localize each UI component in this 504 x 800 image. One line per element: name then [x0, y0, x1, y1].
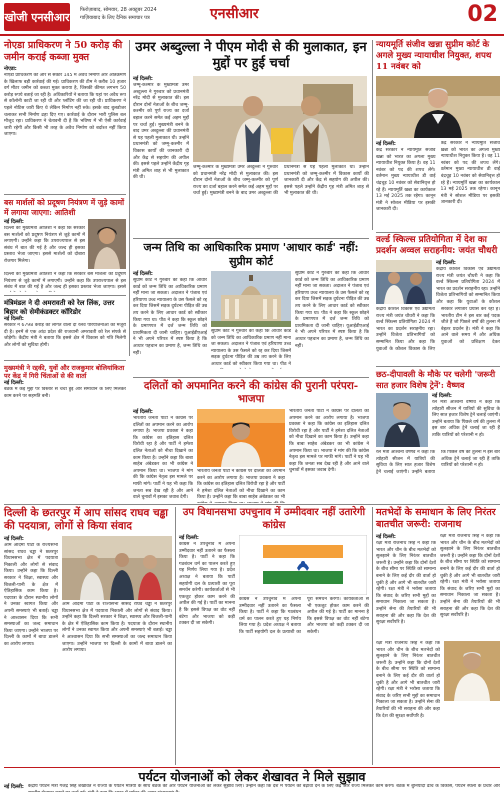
body-sanjiv-col1: केंद्र सरकार ने न्यायमूर्ति संजीव खन्ना को भारत का अगला मुख्य न्यायाधीश नियुक्त किया है। वह 11 नवंबर को पद की शपथ लेंगे। वर्तमान मुख्य न्यायाधीश डी वाई चंद्रचूड़ 10 नवंबर को सेवानिवृत्त हो रहे हैं। न्यायमूर्ति खन्ना का कार्यकाल 13 मई 2025 तक रहेगा। कानून मंत्री ने सोशल मीडिया पर इसकी जानकारी दी। [376, 148, 436, 213]
divider [4, 360, 126, 361]
lead-story-omar [133, 40, 369, 236]
bjp-spokesperson-photo [197, 409, 285, 467]
headline-tourism: पर्यटन योजनाओं को लेकर शेखावत ने मिले सुझाव [138, 769, 366, 784]
byline-dalit: नई दिल्ली: [133, 409, 153, 415]
body-rajnath-col1: रक्षा मंत्री राजनाथ सिंह ने कहा कि भारत और चीन के बीच मतभेदों को सुलझाने के लिए निरंतर बातचीत जरूरी है। उन्होंने कहा कि दोनों देशों के बीच सीमा पर स्थिति को सामान्य बनाने के लिए कई दौर की वार्ता हो चुकी है और आगे भी बातचीत जारी रहेगी। रक्षा मंत्री ने भरोसा जताया कि संवाद के जरिए सभी मुद्दों का समाधान निकाला जा सकता है। उन्होंने सेना की तैयारियों की भी सराहना की और कहा कि देश की सुरक्षा सर्वोपरि है। [376, 541, 436, 626]
newspaper-logo: खोजी एनसीआर [4, 3, 70, 31]
body-dalit-col1: भारतीय जनता पार्टी ने कांग्रेस पर दलितों का अपमान करने का आरोप लगाया है। भाजपा प्रवक्ता ने कहा कि कांग्रेस का इतिहास दलित विरोधी रहा है और पार्टी ने हमेशा दलित नेताओं को नीचा दिखाने का काम किया है। उन्होंने कहा कि बाबा साहेब अंबेडकर का भी कांग्रेस ने अपमान किया था। भाजपा ने मांग की कि कांग्रेस नेतृत्व इस मामले पर माफी मांगे। पार्टी ने यह भी कहा कि जनता सब देख रही है और आने वाले चुनावों में इसका जवाब देगी। [133, 416, 193, 501]
section-rule [376, 366, 500, 367]
body-tourism: केंद्रीय पर्यटन मंत्री गजेंद्र सिंह शेखावत ने राज्यों के पर्यटन मंत्रियों के साथ बैठक की और पर्यटन योजनाओं को लेकर सुझाव लिए। उन्होंने कहा कि देश में पर्यटन को बढ़ावा देने के लिए केंद्र और राज्य मिलकर काम करेंगे। बैठक में बुनियादी ढांचे के विकास, पर्यटन स्थलों के प्रचार और [27, 784, 500, 789]
column-rule [175, 507, 176, 765]
divider [4, 194, 126, 195]
headline-cabinet: मंत्रिमंडल ने दी अमरावती को रेल लिंक, उत्तर बिहार को सेमीकंडक्टर कॉरिडोर [4, 299, 115, 316]
body-bus-cont: दिल्ली की मुख्यमंत्री आतिशी ने कहा कि सरकार बस मार्शलों को प्रदूषण नियंत्रण से जुड़े कामों में लगाएगी। उन्होंने कहा कि उपराज्यपाल से इस संबंध में बात की गई है और जल्द ही इसका प्रस्ताव भेजा जाएगा। इससे [4, 272, 126, 291]
body-bus: दिल्ली की मुख्यमंत्री आतिशी ने कहा कि सरकार बस मार्शलों को प्रदूषण नियंत्रण से जुड़े कामों में लगाएगी। उन्होंने कहा कि उपराज्यपाल से इस संबंध में बात की गई है और जल्द ही इसका प्रस्ताव भेजा जाएगा। इससे मार्शलों को दोबारा रोजगार मिलेगा। [4, 226, 85, 264]
headline-world-skills: वर्ल्ड स्किल्स प्रतियोगिता में देश का प्रदर्शन अव्वल सराहनीय: जयंत चौधरी [376, 235, 498, 256]
congress-flag-photo [239, 535, 367, 595]
atishi-photo [88, 219, 126, 269]
body-manipur: बैठक में कई मुद्दों पर विस्तार से चर्चा हुई और समाधान के लिए मिलकर काम करने पर सहमति बनी। [4, 387, 126, 399]
headline-noida: नोएडा प्राधिकरण ने 50 करोड़ की जमीन कराई कब्जा मुक्त [4, 40, 123, 63]
byline-uttarakhand: नई दिल्ली: [179, 535, 199, 541]
column-rule [372, 507, 373, 765]
body-world-skills-col1: केंद्रीय कौशल विकास एवं उद्यमिता राज्य मंत्री जयंत चौधरी ने कहा कि वर्ल्ड स्किल्स प्रतियोगिता 2024 में भारत का प्रदर्शन सराहनीय रहा। उन्होंने विजेता प्रतिभागियों को सम्मानित किया और कहा कि युवाओं के कौशल [436, 267, 500, 305]
masthead [0, 0, 504, 36]
bottom-section-rule [4, 767, 500, 768]
jayant-chaudhary-photo [376, 260, 432, 304]
headline-omar: उमर अब्दुल्ला ने पीएम मोदी से की मुलाकात, इन मुद्दों पर हुई चर्चा [135, 40, 367, 71]
section-rule [4, 504, 500, 505]
byline-sanjiv: नई दिल्ली: [376, 141, 396, 147]
rajnath-photo [444, 641, 500, 701]
byline-tourism: नई दिल्ली: [4, 784, 24, 790]
headline-aadhaar: जन्म तिथि का आधिकारिक प्रमाण 'आधार कार्ड' नहीं: सुप्रीम कोर्ट [143, 241, 359, 268]
body-noida: नोएडा प्राधिकरण की ओर से सेक्टर 145 में अवैध निर्माण और अतिक्रमण के खिलाफ बड़ी कार्रवाई की गई। प्राधिकरण की टीम ने करीब 10 हजार वर्ग मीटर जमीन को कब्जा मुक्त कराया है, जिसकी कीमत लगभग 50 करोड़ रुपये बताई जा रही है। अधिकारियों ने बताया कि यहां पर अवैध रूप से कॉलोनी काटी जा रही थी और प्लॉटिंग की जा रही थी। प्राधिकरण ने पहले नोटिस जारी किए थे लेकिन निर्माण नहीं रुके। इसके बाद बुलडोजर चलाकर सभी निर्माण ढहा दिए गए। कार्रवाई के दौरान भारी पुलिस बल मौजूद रहा। प्राधिकरण ने चेतावनी दी है कि भविष्य में भी ऐसी कार्रवाई जारी रहेगी और किसी भी तरह के अवैध निर्माण को बर्दाश्त नहीं किया जाएगा। [4, 73, 126, 138]
supreme-court-photo [211, 271, 291, 327]
headline-bus-marshal: बस मार्शलों को प्रदूषण नियंत्रण में जुड़े कामों में लगाया जाएगा: आतिशी [4, 198, 125, 217]
headline-rajnath: मतभेदों के समाधान के लिए निरंतर बातचीत जरूरी: राजनाथ [376, 507, 496, 530]
byline-world-skills: नई दिल्ली: [436, 260, 456, 266]
byline-rajnath: नई दिल्ली: [376, 534, 396, 540]
omar-modi-photo [193, 76, 367, 162]
page-number: 02 [467, 2, 498, 27]
dateline-tagline: गाज़ियाबाद के लिए दैनिक समाचार पत्र [80, 15, 150, 21]
story-raghav-chadha [4, 507, 172, 765]
story-world-skills [376, 235, 500, 363]
column-rule [129, 40, 130, 356]
column-rule [372, 40, 373, 230]
headline-dalit: दलितों को अपमानित करने की कांग्रेस की पुरानी परंपरा-भाजपा [143, 380, 359, 405]
byline-cabinet: नई दिल्ली: [4, 316, 24, 322]
body-cabinet: सरकार ने 6798 करोड़ की लागत वाली दो रेलवे परियोजनाओं को मंजूरी दी है। इनमें से एक आंध्र प्रदेश की राजधानी अमरावती को रेल संपर्क से जोड़ेगी। केंद्रीय मंत्री ने बताया कि इससे क्षेत्र में विकास को गति मिलेगी और लोगों को सुविधा होगी। [4, 323, 126, 348]
story-uttarakhand-congress [179, 507, 369, 765]
headline-diwali: छठ-दीपावली के मौके पर चलेगी 'जरूरी सात हजार विशेष ट्रेनें': वैष्णव [376, 369, 496, 390]
byline-noida: नोएडा: [4, 66, 17, 72]
body-diwali-cols: रेल मंत्री अश्विनी वैष्णव ने कहा कि त्योहारी सीजन में यात्रियों की सुविधा के लिए सात हजार विशेष ट्रेनें चलाई जाएंगी। उन्होंने बताया कि पिछले वर्ष की तुलना में इस बार अधिक ट्रेनें चलाई जा रही हैं ताकि यात्रियों को परेशानी न हो। [376, 450, 500, 475]
body-delhi-col1: आम आदमी पार्टी के राज्यसभा सांसद राघव चड्ढा ने छतरपुर विधानसभा क्षेत्र में पदयात्रा निकाली और लोगों से संवाद किया। उन्होंने कहा कि दिल्ली सरकार ने शिक्षा, स्वास्थ्य और बिजली-पानी के क्षेत्र में ऐतिहासिक काम किया है। पदयात्रा के दौरान स्थानीय लोगों ने उनका स्वागत किया और अपनी समस्याएं भी बताईं। चड्ढा ने आश्वासन दिया कि सभी समस्याओं का जल्द समाधान किया जाएगा। उन्होंने भाजपा पर दिल्ली के कामों में बाधा डालने का आरोप लगाया। [4, 543, 58, 647]
byline-aadhaar: नई दिल्ली: [133, 271, 153, 277]
body-diwali-col1: रेल मंत्री अश्विनी वैष्णव ने कहा कि त्योहारी सीजन में यात्रियों की सुविधा के लिए सात हजार विशेष ट्रेनें चलाई जाएंगी। उन्होंने बताया कि पिछले वर्ष की तुलना में इस बार अधिक ट्रेनें चलाई जा रही हैं ताकि यात्रियों को परेशानी न हो। [432, 400, 500, 438]
section-title: एनसीआर [210, 6, 259, 22]
byline-diwali: नई दिल्ली: [432, 393, 452, 399]
body-sanjiv-col2: केंद्र सरकार ने न्यायमूर्ति संजीव खन्ना को भारत का अगला मुख्य न्यायाधीश नियुक्त किया है। वह 11 नवंबर को पद की शपथ लेंगे। वर्तमान मुख्य न्यायाधीश डी वाई चंद्रचूड़ 10 नवंबर को सेवानिवृत्त हो रहे हैं। न्यायमूर्ति खन्ना का कार्यकाल 13 मई 2025 तक रहेगा। कानून मंत्री ने सोशल मीडिया पर इसकी जानकारी दी। [440, 141, 500, 206]
body-rajnath-col2: रक्षा मंत्री राजनाथ सिंह ने कहा कि भारत और चीन के बीच मतभेदों को सुलझाने के लिए निरंतर बातचीत जरूरी है। उन्होंने कहा कि दोनों देशों के बीच सीमा पर स्थिति को सामान्य बनाने के लिए कई दौर की वार्ता हो चुकी है और आगे भी बातचीत जारी रहेगी। रक्षा मंत्री ने भरोसा जताया कि संवाद के जरिए सभी मुद्दों का समाधान निकाला जा सकता है। उन्होंने सेना की तैयारियों की भी सराहना की और कहा कि देश की सुरक्षा सर्वोपरि है। [440, 534, 500, 619]
byline-bus: नई दिल्ली: [4, 219, 24, 225]
body-uttarakhand-col1: कांग्रेस ने उपचुनाव में अपना उम्मीदवार नहीं उतारने का फैसला किया है। पार्टी ने कहा कि गठबंधन धर्म का पालन करते हुए यह निर्णय लिया गया है। प्रदेश अध्यक्ष ने बताया कि पार्टी सहयोगी दल के प्रत्याशी का पूरा समर्थन करेगी। कार्यकर्ताओं से भी एकजुट होकर काम करने की अपील की गई है। पार्टी का मानना है कि इससे विपक्ष का वोट नहीं बंटेगा और भाजपा को कड़ी टक्कर दी जा सकेगी। [179, 542, 235, 627]
headline-manipur: मुख्यमंत्री ने रद्दकी, युवों और राजकुमार बोलियांकिता पर केंद्र में गिरी चिंताओं से की वार्ता [4, 364, 125, 380]
story-aadhaar [133, 241, 369, 375]
body-delhi-col2: आम आदमी पार्टी के राज्यसभा सांसद राघव चड्ढा ने छतरपुर विधानसभा क्षेत्र में पदयात्रा निकाली और लोगों से संवाद किया। उन्होंने कहा कि दिल्ली सरकार ने शिक्षा, स्वास्थ्य और बिजली-पानी के क्षेत्र में ऐतिहासिक काम किया है। पदयात्रा के दौरान स्थानीय लोगों ने उनका स्वागत किया और अपनी समस्याएं भी बताईं। चड्ढा ने आश्वासन दिया कि सभी समस्याओं का जल्द समाधान किया जाएगा। उन्होंने भाजपा पर दिल्ली के कामों में बाधा डालने का आरोप लगाया। [62, 602, 172, 654]
byline-manipur: नई दिल्ली: [4, 380, 24, 386]
story-diwali-trains [376, 369, 500, 501]
dateline-date: फिरोज़ाबाद, सोमवार, 28 अक्टूबर 2024 [80, 7, 157, 13]
divider [4, 295, 126, 296]
dateline [80, 6, 220, 22]
vaishnaw-photo [376, 393, 428, 447]
body-rajnath-col3: रक्षा मंत्री राजनाथ सिंह ने कहा कि भारत और चीन के बीच मतभेदों को सुलझाने के लिए निरंतर बातचीत जरूरी है। उन्होंने कहा कि दोनों देशों के बीच सीमा पर स्थिति को सामान्य बनाने के लिए कई दौर की वार्ता हो चुकी है और आगे भी बातचीत जारी रहेगी। रक्षा मंत्री ने भरोसा जताया कि संवाद के जरिए सभी मुद्दों का समाधान निकाला जा सकता है। उन्होंने सेना की तैयारियों की भी सराहना की और कहा कि देश की सुरक्षा सर्वोपरि है। [376, 641, 440, 719]
headline-delhi: दिल्ली के छतरपुर में आप सांसद राघव चड्ढा की पदयात्रा, लोगों से किया संवाद [4, 507, 169, 532]
body-dalit-col2: भारतीय जनता पार्टी ने कांग्रेस पर दलितों का अपमान करने का आरोप लगाया है। भाजपा प्रवक्ता ने कहा कि कांग्रेस का इतिहास दलित विरोधी रहा है और पार्टी ने हमेशा दलित नेताओं को नीचा दिखाने का काम किया है। उन्होंने कहा कि बाबा साहेब अंबेडकर का भी [197, 469, 285, 501]
chadha-padyatra-photo [62, 536, 172, 600]
section-rule [133, 377, 369, 378]
byline-delhi: नई दिल्ली: [4, 536, 24, 542]
section-rule [133, 238, 369, 239]
body-uttarakhand-cols: कांग्रेस ने उपचुनाव में अपना उम्मीदवार नहीं उतारने का फैसला किया है। पार्टी ने कहा कि गठबंधन धर्म का पालन करते हुए यह निर्णय लिया गया है। प्रदेश अध्यक्ष ने बताया कि पार्टी सहयोगी दल के प्रत्याशी का पूरा समर्थन करेगी। कार्यकर्ताओं से भी एकजुट होकर काम करने की अपील की गई है। पार्टी का मानना है कि इससे विपक्ष का वोट नहीं बंटेगा और भाजपा को कड़ी टक्कर दी जा सकेगी। [239, 597, 369, 635]
body-world-skills-cols: केंद्रीय कौशल विकास एवं उद्यमिता राज्य मंत्री जयंत चौधरी ने कहा कि वर्ल्ड स्किल्स प्रतियोगिता 2024 में भारत का प्रदर्शन सराहनीय रहा। उन्होंने विजेता प्रतिभागियों को सम्मानित किया और कहा कि युवाओं के कौशल विकास के लिए सरकार लगातार प्रयास कर रही है। भारतीय टीम ने इस बार कई पदक जीते हैं जो पिछले वर्षों की तुलना में बेहतर प्रदर्शन है। मंत्री ने कहा कि आने वाले समय में और अधिक युवाओं को प्रशिक्षण देकर [376, 307, 500, 352]
body-omar-col1: जम्मू-कश्मीर के मुख्यमंत्री उमर अब्दुल्ला ने गुरुवार को प्रधानमंत्री नरेंद्र मोदी से मुलाकात की। इस दौरान दोनों नेताओं के बीच जम्मू-कश्मीर को पूर्ण राज्य का दर्जा बहाल करने समेत कई अहम मुद्दों पर चर्चा हुई। मुख्यमंत्री बनने के बाद उमर अब्दुल्ला की प्रधानमंत्री से यह पहली मुलाकात थी। उन्होंने प्रधानमंत्री को जम्मू-कश्मीर में विकास कार्यों की जानकारी दी और केंद्र से सहयोग की अपील की। इससे पहले उन्होंने केंद्रीय गृह मंत्री अमित शाह से भी मुलाकात की थी। [133, 83, 189, 181]
body-aadhaar-col1: सुप्रीम कोर्ट ने गुरुवार को कहा कि आधार कार्ड को जन्म तिथि का आधिकारिक प्रमाण नहीं माना जा सकता। अदालत ने पंजाब एवं हरियाणा उच्च न्यायालय के उस फैसले को रद्द कर दिया जिसमें सड़क दुर्घटना पीड़ित की उम्र तय करने के लिए आधार कार्ड को स्वीकार किया गया था। पीठ ने कहा कि स्कूल छोड़ने के प्रमाणपत्र में दर्ज जन्म तिथि को प्राथमिकता दी जानी चाहिए। यूआईडीएआई ने भी अपने परिपत्र में स्पष्ट किया है कि आधार पहचान का प्रमाण है, जन्म तिथि का नहीं। [133, 278, 207, 356]
story-tourism [4, 769, 500, 799]
left-column [4, 40, 126, 399]
story-sanjiv-khanna [376, 40, 500, 230]
story-rajnath [376, 507, 500, 765]
headline-uttarakhand: उप विधानसभा उपचुनाव में उम्मीदवार नहीं उतारेगी कांग्रेस [182, 507, 366, 531]
body-omar-cols: जम्मू-कश्मीर के मुख्यमंत्री उमर अब्दुल्ला ने गुरुवार को प्रधानमंत्री नरेंद्र मोदी से मुलाकात की। इस दौरान दोनों नेताओं के बीच जम्मू-कश्मीर को पूर्ण राज्य का दर्जा बहाल करने समेत कई अहम मुद्दों पर चर्चा हुई। मुख्यमंत्री बनने के बाद उमर अब्दुल्ला की प्रधानमंत्री से यह पहली मुलाकात थी। उन्होंने प्रधानमंत्री को जम्मू-कश्मीर में विकास कार्यों की जानकारी दी और केंद्र से सहयोग की अपील की। इससे पहले उन्होंने केंद्रीय गृह मंत्री अमित शाह से भी मुलाकात की थी। [193, 165, 369, 197]
body-aadhaar-col2: सुप्रीम कोर्ट ने गुरुवार को कहा कि आधार कार्ड को जन्म तिथि का आधिकारिक प्रमाण नहीं माना जा सकता। अदालत ने पंजाब एवं हरियाणा उच्च न्यायालय के उस फैसले को रद्द कर दिया जिसमें सड़क दुर्घटना पीड़ित की उम्र तय करने के लिए आधार कार्ड को स्वीकार किया गया था। पीठ ने [211, 329, 291, 367]
body-dalit-col3: भारतीय जनता पार्टी ने कांग्रेस पर दलितों का अपमान करने का आरोप लगाया है। भाजपा प्रवक्ता ने कहा कि कांग्रेस का इतिहास दलित विरोधी रहा है और पार्टी ने हमेशा दलित नेताओं को नीचा दिखाने का काम किया है। उन्होंने कहा कि बाबा साहेब अंबेडकर का भी कांग्रेस ने अपमान किया था। भाजपा ने मांग की कि कांग्रेस नेतृत्व इस मामले पर माफी मांगे। पार्टी ने यह भी कहा कि जनता सब देख रही है और आने वाले चुनावों में इसका जवाब देगी। [289, 409, 369, 474]
byline-omar: नई दिल्ली: [133, 76, 153, 82]
headline-sanjiv: न्यायमूर्ति संजीव खन्ना सुप्रीम कोर्ट के अगले मुख्य न्यायाधीश नियुक्त, शपथ 11 नवंबर को [376, 40, 492, 72]
section-rule [376, 232, 500, 233]
sanjiv-khanna-photo [376, 76, 500, 138]
story-bjp-congress [133, 380, 369, 502]
body-aadhaar-col3: सुप्रीम कोर्ट ने गुरुवार को कहा कि आधार कार्ड को जन्म तिथि का आधिकारिक प्रमाण नहीं माना जा सकता। अदालत ने पंजाब एवं हरियाणा उच्च न्यायालय के उस फैसले को रद्द कर दिया जिसमें सड़क दुर्घटना पीड़ित की उम्र तय करने के लिए आधार कार्ड को स्वीकार किया गया था। पीठ ने कहा कि स्कूल छोड़ने के प्रमाणपत्र में दर्ज जन्म तिथि को प्राथमिकता दी जानी चाहिए। यूआईडीएआई ने भी अपने परिपत्र में स्पष्ट किया है कि आधार पहचान का प्रमाण है, जन्म तिथि का नहीं। [295, 271, 369, 349]
